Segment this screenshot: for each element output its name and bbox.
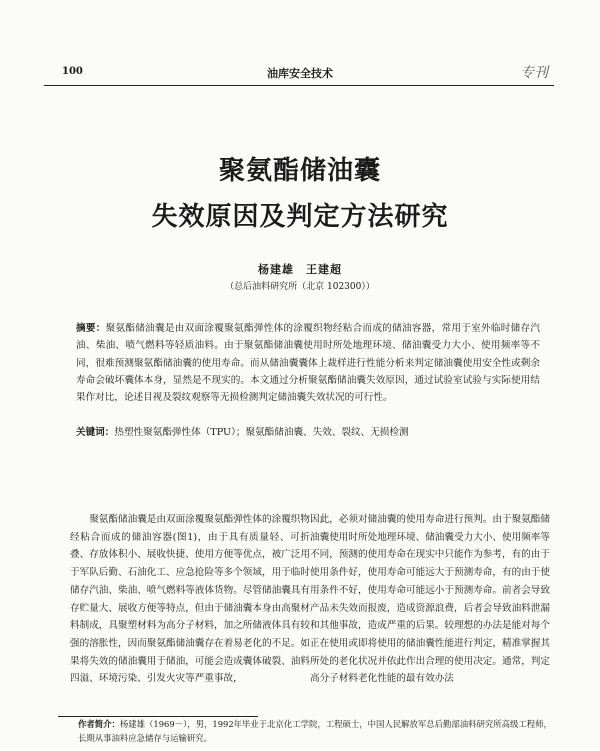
footnote-rule	[58, 716, 258, 717]
body-left-column: 聚氨酯储油囊是由双面涂覆聚氨酯弹性体的涂覆织物经粘合而成的储油容器(图1)，由于具有质量轻、可折叠、存放体积小、展收快捷、使用方便等优点，被广泛用于军队后勤、石油化工、应急抢险等多个领域，用于临时储存汽油、柴油、喷气燃料等液体货物。尽管储油囊具有存贮量大、展收方便等特点，但由于储油囊本身由高聚材料制成，具聚塑材料为高分子材料，加之所储液体具有较强的溶胀性，因而聚氨酯储油囊存在着易老化的不足。如果将失效的储油囊用于储油，可能会造成囊体破裂、油料四溢、环境污染、引发火灾等严重事故，	[70, 514, 310, 685]
body-right-column: 因此，必须对储油囊的使用寿命进行预判。由于聚氨酯储油囊使用时所处地理环境、储油囊受力大小、使用频率等不同，预测的使用寿命在现实中只能作为参考，有的由于使用条件好，使用寿命可能远大于预测寿命，有的由于使用条件不好，使用寿命可能远小于预测寿命。前者会导致产品未失效而报废，造成资源浪费，后者会导致油料泄漏和其他事故，造成严重的后果。较理想的办法是能对每个正在使用或即将使用的储油囊性能进行判定，精准掌握其所处的老化状况并依此作出合理的使用决定。通常，判定高分子材料老化性能的最有效办法	[310, 514, 550, 685]
abstract	[76, 320, 540, 406]
abstract-text: 聚氨酯储油囊是由双面涂覆聚氨酯弹性体的涂覆织物经粘合而成的储油容器，常用于室外临时储存汽油、柴油、喷气燃料等轻质油料。由于聚氨酯储油囊使用时所处地理环境、储油囊受力大小、使用频率等不同，很难预测聚氨酯储油囊的使用寿命。而从储油囊囊体上裁样进行性能分析来判定储油囊使用安全性或剩余寿命会破坏囊体本身，显然是不现实的。本文通过分析聚氨酯储油囊失效原因，通过试验室试验与实际使用结果作对比，论述目视及裂纹观察等无损检测判定储油囊失效状况的可行性。	[76, 323, 541, 404]
affiliation: （总后油料研究所（北京 102300））	[225, 282, 375, 292]
footnote-text: 杨建雄（1969－），男，1992年毕业于北京化工学院，工程硕士，中国人民解放军总后勤部油料研究所高级工程师，长期从事油料应急储存与运输研究。	[78, 719, 552, 743]
journal-name: 油库安全技术	[267, 67, 333, 80]
section-label: 专刊	[520, 65, 548, 81]
title-line-2: 失效原因及判定方法研究	[151, 202, 449, 232]
title-line-1: 聚氨酯储油囊	[218, 156, 381, 186]
page-number: 100	[62, 66, 83, 77]
abstract-label: 摘要：	[76, 323, 106, 334]
keywords-text: 热塑性聚氨酯弹性体（TPU）；聚氨酯储油囊、失效、裂纹、无损检测	[114, 427, 409, 438]
header-rule	[44, 85, 554, 86]
author-footnote	[78, 718, 558, 745]
keywords-label: 关键词：	[76, 427, 115, 438]
keywords	[76, 424, 540, 441]
authors: 杨建雄 王建超	[258, 263, 342, 276]
running-header	[44, 62, 556, 84]
footnote-label: 作者简介：	[78, 719, 120, 729]
